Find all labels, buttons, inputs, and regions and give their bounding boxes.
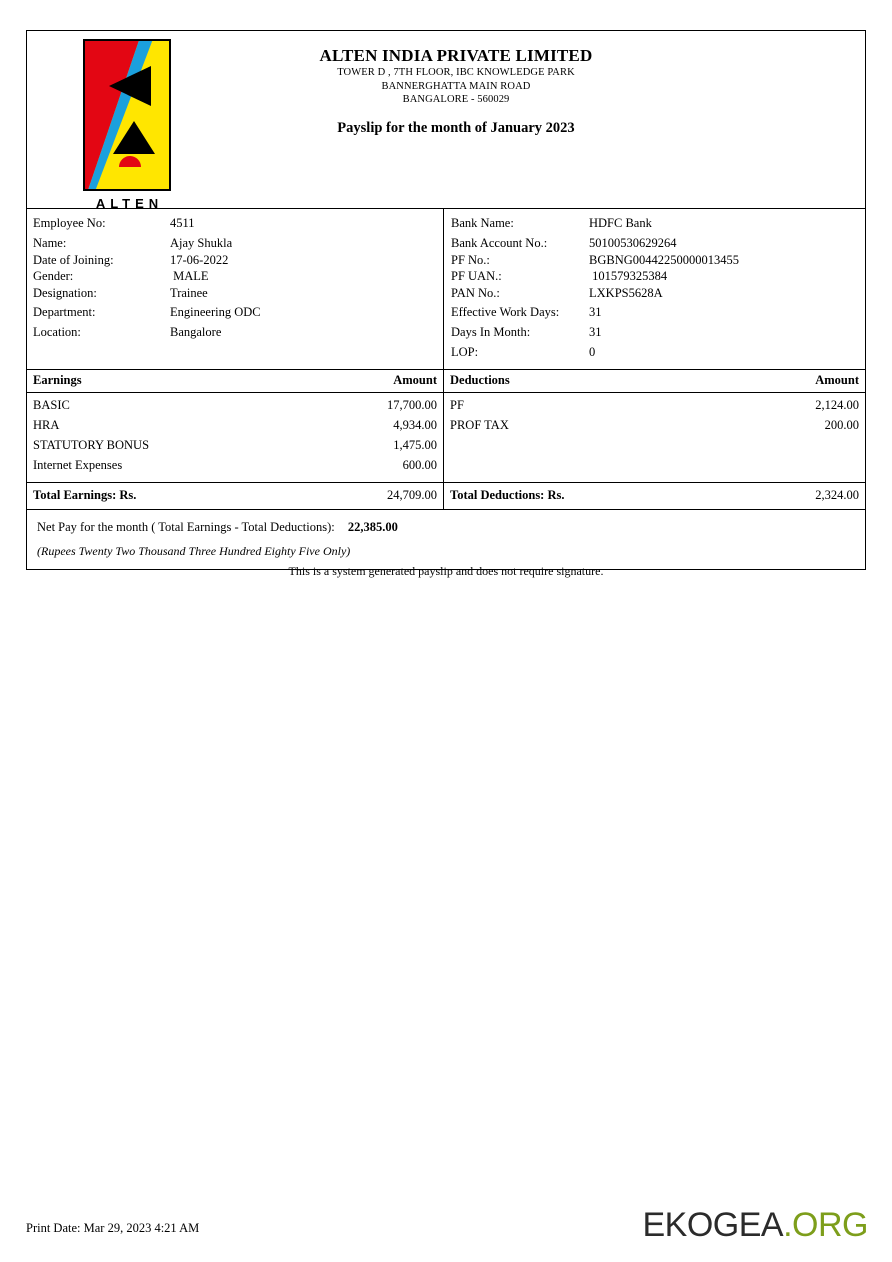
- brand-tld: .ORG: [783, 1206, 868, 1244]
- deductions-row: [450, 416, 859, 436]
- value: 50100530629264: [589, 235, 677, 250]
- earnings-items: [27, 393, 443, 482]
- value: BGBNG00442250000013455: [589, 253, 740, 268]
- total-deductions-amount: 2,324.00: [815, 488, 859, 503]
- deductions-item-amount: 2,124.00: [815, 398, 859, 413]
- label: Date of Joining:: [33, 253, 114, 268]
- total-deductions-label: Total Deductions: Rs.: [450, 488, 565, 503]
- label: Gender:: [33, 268, 74, 283]
- info-row-pf-uan: [451, 269, 865, 284]
- logo-up-triangle-icon: [113, 121, 155, 154]
- earnings-item-label: STATUTORY BONUS: [33, 437, 150, 452]
- net-pay-in-words: (Rupees Twenty Two Thousand Three Hundred Eighty Five Only): [37, 544, 351, 559]
- net-pay-section: [27, 509, 865, 569]
- deductions-item-amount: 200.00: [824, 418, 859, 432]
- info-row-location: [33, 323, 443, 343]
- net-pay-amount: 22,385.00: [347, 520, 398, 535]
- ekogea-watermark: [642, 1208, 868, 1242]
- earnings-item-amount: 17,700.00: [387, 398, 437, 413]
- employee-info-section: [27, 209, 865, 370]
- value: 17-06-2022: [170, 253, 229, 268]
- info-row-bank-account-no: [451, 234, 865, 254]
- label: PAN No.:: [451, 285, 500, 300]
- payslip-document: [26, 30, 866, 570]
- bank-details-column: [444, 209, 865, 369]
- earnings-row: [33, 416, 437, 436]
- company-address-line-3: BANGALORE - 560029: [402, 94, 510, 106]
- info-row-employee-no: [33, 214, 443, 234]
- label: PF UAN.:: [451, 268, 502, 283]
- earnings-item-label: HRA: [33, 418, 60, 432]
- brand-name: EKOGEA: [642, 1206, 784, 1244]
- label: Bank Account No.:: [451, 235, 548, 250]
- info-row-gender: [33, 269, 443, 284]
- label: Effective Work Days:: [451, 305, 560, 320]
- value: 4511: [170, 216, 195, 230]
- employee-details-column: [27, 209, 444, 369]
- company-address-line-2: BANNERGHATTA MAIN ROAD: [381, 80, 531, 92]
- company-logo: [27, 31, 227, 211]
- info-row-days-in-month: [451, 323, 865, 343]
- label: Designation:: [33, 285, 97, 300]
- total-earnings-row: [27, 482, 443, 509]
- value: 31: [589, 305, 602, 320]
- value: 31: [589, 325, 602, 339]
- print-date: Print Date: Mar 29, 2023 4:21 AM: [26, 1221, 200, 1235]
- value: HDFC Bank: [589, 216, 652, 230]
- deductions-item-label: PF: [450, 398, 464, 413]
- earnings-header-amount: Amount: [393, 373, 437, 388]
- logo-wordmark: ALTEN: [95, 196, 164, 211]
- info-row-lop: [451, 343, 865, 363]
- value: Trainee: [170, 285, 208, 300]
- deductions-items: [444, 393, 865, 482]
- deductions-header-row: [444, 370, 865, 393]
- label: PF No.:: [451, 253, 490, 268]
- label: Employee No:: [33, 216, 106, 230]
- info-row-pf-no: [451, 253, 865, 268]
- info-row-pan-no: [451, 284, 865, 304]
- logo-left-triangle-icon: [109, 66, 151, 106]
- earnings-deductions-section: [27, 370, 865, 509]
- value: Bangalore: [170, 325, 222, 339]
- earnings-header-label: Earnings: [33, 373, 82, 388]
- deductions-column: [444, 370, 865, 509]
- total-deductions-row: [444, 482, 865, 509]
- info-row-date-of-joining: [33, 253, 443, 268]
- info-row-name: [33, 234, 443, 254]
- label: Department:: [33, 305, 96, 320]
- logo-red-arc-icon: [119, 156, 141, 167]
- info-row-department: [33, 303, 443, 323]
- earnings-item-label: Internet Expenses: [33, 457, 123, 472]
- earnings-row: [33, 436, 437, 456]
- value: Ajay Shukla: [170, 235, 233, 250]
- value: MALE: [170, 268, 209, 283]
- earnings-item-amount: 600.00: [402, 457, 437, 472]
- earnings-row: [33, 456, 437, 476]
- label: LOP:: [451, 344, 479, 359]
- label: Bank Name:: [451, 216, 514, 230]
- value: 101579325384: [589, 268, 668, 283]
- earnings-item-amount: 1,475.00: [393, 437, 437, 452]
- info-row-designation: [33, 284, 443, 304]
- alten-logo-icon: [83, 39, 171, 191]
- value: 0: [589, 344, 596, 359]
- deductions-row: [450, 396, 859, 416]
- earnings-item-label: BASIC: [33, 398, 70, 413]
- total-earnings-label: Total Earnings: Rs.: [33, 488, 137, 503]
- document-header: [27, 31, 865, 209]
- company-name: ALTEN INDIA PRIVATE LIMITED: [319, 46, 593, 65]
- label: Name:: [33, 235, 67, 250]
- info-row-bank-name: [451, 214, 865, 234]
- company-address-line-1: TOWER D , 7TH FLOOR, IBC KNOWLEDGE PARK: [337, 67, 575, 79]
- earnings-column: [27, 370, 444, 509]
- deductions-header-label: Deductions: [450, 373, 510, 388]
- label: Days In Month:: [451, 325, 531, 339]
- page-title: Payslip for the month of January 2023: [337, 119, 575, 136]
- net-pay-label: Net Pay for the month ( Total Earnings - Total Deductions):: [37, 520, 335, 535]
- company-header-text: [227, 31, 865, 137]
- info-row-effective-work-days: [451, 303, 865, 323]
- earnings-row: [33, 396, 437, 416]
- total-earnings-amount: 24,709.00: [387, 488, 437, 503]
- label: Location:: [33, 325, 81, 339]
- net-pay-row: [37, 517, 865, 537]
- earnings-header-row: [27, 370, 443, 393]
- deductions-header-amount: Amount: [815, 373, 859, 388]
- earnings-item-amount: 4,934.00: [393, 418, 437, 432]
- deductions-item-label: PROF TAX: [450, 418, 509, 432]
- value: LXKPS5628A: [589, 285, 663, 300]
- value: Engineering ODC: [170, 305, 261, 320]
- system-generated-note: This is a system generated payslip and does not require signature.: [288, 564, 604, 578]
